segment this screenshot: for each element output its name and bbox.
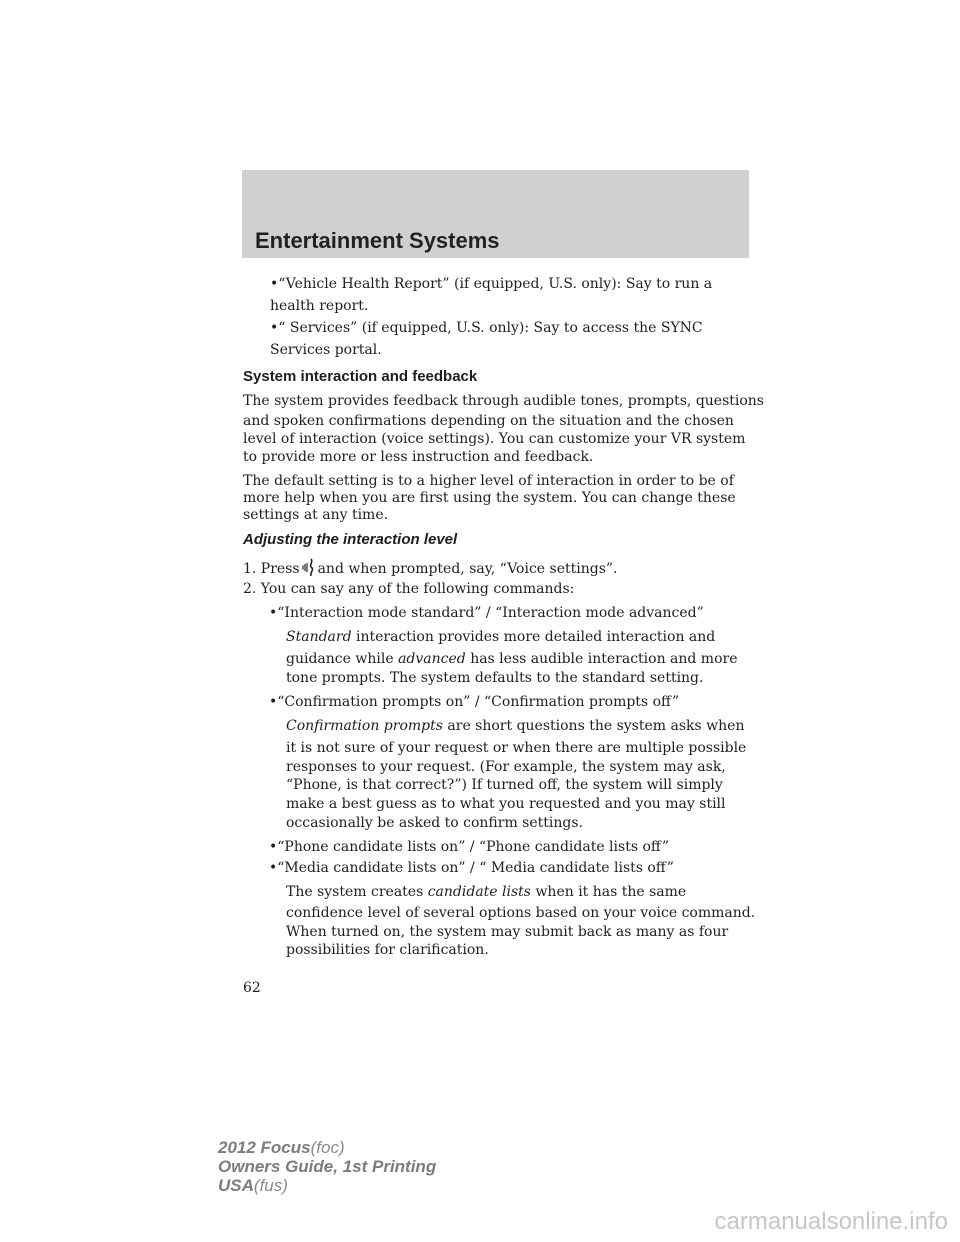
paragraph-feedback-line4: to provide more or less instruction and feedback.	[243, 449, 594, 465]
footer-line-2	[218, 1157, 436, 1177]
heading-system-interaction: System interaction and feedback	[243, 368, 478, 385]
step-1	[243, 557, 618, 577]
heading-adjusting-level: Adjusting the interaction level	[243, 531, 458, 548]
footer-model-code: (foc)	[310, 1138, 345, 1157]
command-media-candidate-lists: •“Media candidate lists on” / “ Media candidate lists off”	[269, 860, 674, 876]
footer-model: 2012 Focus	[218, 1138, 311, 1157]
page-number: 62	[243, 980, 261, 996]
paragraph-default-line2: more help when you are first using the system. You can change these	[243, 490, 736, 506]
command-candidate-desc-line1	[286, 884, 686, 900]
term-candidate-lists: candidate lists	[427, 884, 531, 900]
paragraph-default-line3: settings at any time.	[243, 507, 389, 523]
paragraph-feedback-line1: The system provides feedback through audible tones, prompts, questions	[243, 393, 764, 409]
bullet-services-line2: Services portal.	[270, 342, 382, 358]
voice-command-icon	[302, 557, 316, 577]
footer-guide: Owners Guide, 1st Printing	[218, 1157, 437, 1176]
command-candidate-desc-line2: confidence level of several options based on your voice command.	[286, 905, 756, 921]
footer-region-code: (fus)	[253, 1176, 288, 1195]
command-interaction-mode: •“Interaction mode standard” / “Interaction mode advanced”	[269, 605, 704, 621]
paragraph-feedback-line3: level of interaction (voice settings). You can customize your VR system	[243, 431, 746, 447]
command-confirmation-desc-line2: it is not sure of your request or when there are multiple possible	[286, 740, 747, 756]
footer-line-1	[218, 1138, 345, 1158]
bullet-services-line1: •“ Services” (if equipped, U.S. only): Say to access the SYNC	[270, 320, 703, 336]
command-confirmation-desc-line5: make a best guess as to what you requested and you may still	[286, 796, 726, 812]
text-segment: guidance while	[286, 651, 394, 667]
command-confirmation-desc-line1	[286, 718, 744, 734]
command-confirmation-desc-line3: responses to your request. (For example, the system may ask,	[286, 759, 726, 775]
footer-line-3	[218, 1176, 288, 1196]
bullet-vehicle-health-line1: •“Vehicle Health Report” (if equipped, U.S. only): Say to run a	[270, 276, 713, 292]
command-interaction-desc-line2	[286, 651, 738, 667]
command-confirmation-desc-line6: occasionally be asked to confirm settings.	[286, 815, 583, 831]
text-segment: has less audible interaction and more	[470, 651, 738, 667]
command-candidate-desc-line3: When turned on, the system may submit back as many as four	[286, 924, 729, 940]
term-confirmation-prompts: Confirmation prompts	[286, 718, 443, 734]
term-standard: Standard	[286, 629, 352, 645]
term-advanced: advanced	[398, 651, 466, 667]
command-phone-candidate-lists: •“Phone candidate lists on” / “Phone candidate lists off”	[269, 839, 670, 855]
command-interaction-desc-line3: tone prompts. The system defaults to the standard setting.	[286, 670, 704, 686]
watermark: carmanualsonline.info	[714, 1208, 948, 1235]
command-candidate-desc-line4: possibilities for clarification.	[286, 942, 489, 958]
command-confirmation-prompts: •“Confirmation prompts on” / “Confirmation prompts off”	[269, 694, 680, 710]
footer-region: USA	[218, 1176, 254, 1195]
paragraph-feedback-line2: and spoken confirmations depending on the situation and the chosen	[243, 413, 734, 429]
text-segment: interaction provides more detailed interaction and	[356, 629, 716, 645]
text-segment: are short questions the system asks when	[447, 718, 745, 734]
step-2: 2. You can say any of the following commands:	[243, 581, 575, 597]
step-1-prefix: 1. Press	[243, 561, 300, 577]
text-segment: The system creates	[286, 884, 424, 900]
bullet-vehicle-health-line2: health report.	[270, 298, 369, 314]
step-1-suffix: and when prompted, say, “Voice settings”.	[317, 561, 618, 577]
command-interaction-desc-line1	[286, 629, 715, 645]
command-confirmation-desc-line4: “Phone, is that correct?”) If turned off, the system will simply	[286, 777, 723, 793]
paragraph-default-line1: The default setting is to a higher level of interaction in order to be of	[243, 473, 734, 489]
text-segment: when it has the same	[535, 884, 687, 900]
section-title: Entertainment Systems	[255, 228, 500, 253]
